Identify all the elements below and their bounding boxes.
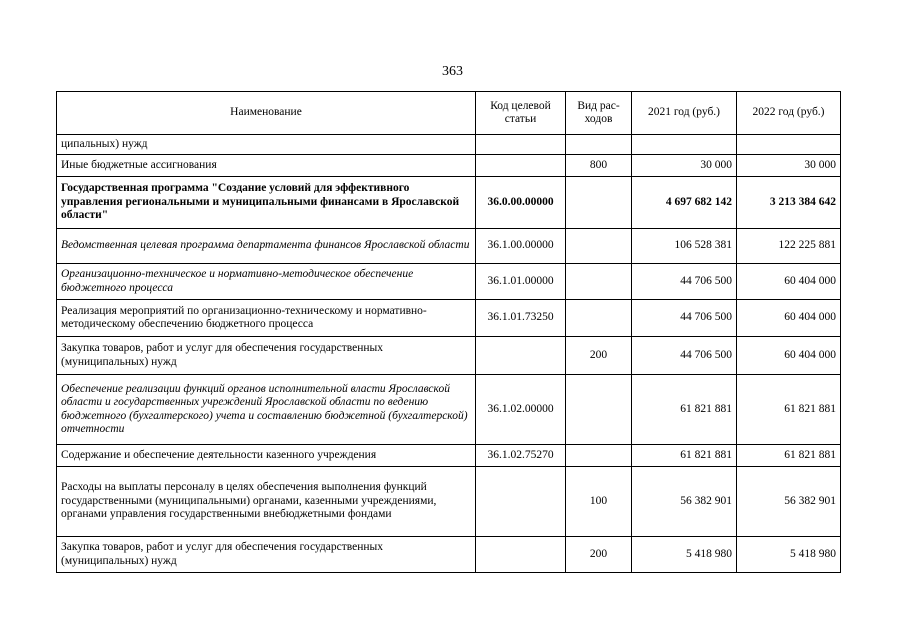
row-2021: 61 821 881: [632, 375, 737, 445]
row-type: [566, 300, 632, 337]
row-name: ципальных) нужд: [57, 135, 476, 155]
row-2022: [737, 135, 841, 155]
table-row: [57, 337, 841, 375]
row-name: Ведомственная целевая программа департамента финансов Ярославской области: [57, 229, 476, 264]
row-2022: 60 404 000: [737, 264, 841, 300]
row-2021: 30 000: [632, 155, 737, 177]
row-2022: 30 000: [737, 155, 841, 177]
row-type: [566, 375, 632, 445]
row-type: [566, 445, 632, 467]
row-name: Обеспечение реализации функций органов исполнительной власти Ярославской области и государственных учреждений Ярославской области по ведению бюджетного (бухгалтерского) учета и составлению бюджетной (бухгалтерской) отчетности: [57, 375, 476, 445]
row-name: Расходы на выплаты персоналу в целях обеспечения выполнения функций государственными (муниципальными) органами, казенными учреждениями, органами управления государственными внебюджетными фондами: [57, 467, 476, 537]
row-2021: 44 706 500: [632, 337, 737, 375]
row-code: [476, 135, 566, 155]
row-type: 100: [566, 467, 632, 537]
row-2021: [632, 135, 737, 155]
header-type: Вид рас-ходов: [566, 92, 632, 135]
row-2022: 61 821 881: [737, 375, 841, 445]
row-name: Закупка товаров, работ и услуг для обеспечения государственных (муниципальных) нужд: [57, 337, 476, 375]
row-code: [476, 467, 566, 537]
row-code: 36.1.01.73250: [476, 300, 566, 337]
row-2021: 61 821 881: [632, 445, 737, 467]
header-name: Наименование: [57, 92, 476, 135]
row-2021: 5 418 980: [632, 537, 737, 573]
row-type: 200: [566, 337, 632, 375]
row-name: Государственная программа "Создание условий для эффективного управления региональными и муниципальными финансами в Ярославской области": [57, 177, 476, 229]
table-row: [57, 445, 841, 467]
row-2022: 60 404 000: [737, 300, 841, 337]
table-row: [57, 264, 841, 300]
header-2021: 2021 год (руб.): [632, 92, 737, 135]
row-code: 36.1.00.00000: [476, 229, 566, 264]
row-name: Иные бюджетные ассигнования: [57, 155, 476, 177]
row-code: [476, 537, 566, 573]
table-row: [57, 375, 841, 445]
row-code: 36.1.02.00000: [476, 375, 566, 445]
row-2021: 106 528 381: [632, 229, 737, 264]
row-type: [566, 229, 632, 264]
row-name: Реализация мероприятий по организационно-техническому и нормативно-методическому обеспечению бюджетного процесса: [57, 300, 476, 337]
row-code: [476, 155, 566, 177]
table-row: [57, 229, 841, 264]
row-2022: 61 821 881: [737, 445, 841, 467]
row-2022: 5 418 980: [737, 537, 841, 573]
table-row: [57, 537, 841, 573]
row-2022: 56 382 901: [737, 467, 841, 537]
row-2022: 3 213 384 642: [737, 177, 841, 229]
row-2022: 122 225 881: [737, 229, 841, 264]
row-code: 36.0.00.00000: [476, 177, 566, 229]
table-row: [57, 300, 841, 337]
row-type: 800: [566, 155, 632, 177]
row-name: Организационно-техническое и нормативно-методическое обеспечение бюджетного процесса: [57, 264, 476, 300]
row-type: 200: [566, 537, 632, 573]
table-row: [57, 135, 841, 155]
header-2022: 2022 год (руб.): [737, 92, 841, 135]
row-2021: 4 697 682 142: [632, 177, 737, 229]
table-header-row: [57, 92, 841, 135]
row-code: 36.1.02.75270: [476, 445, 566, 467]
row-code: [476, 337, 566, 375]
table-row: [57, 155, 841, 177]
row-type: [566, 135, 632, 155]
page-number: 363: [442, 64, 463, 79]
row-2021: 44 706 500: [632, 300, 737, 337]
row-2022: 60 404 000: [737, 337, 841, 375]
table-row: [57, 467, 841, 537]
row-type: [566, 264, 632, 300]
table-row: [57, 177, 841, 229]
row-name: Закупка товаров, работ и услуг для обеспечения государственных (муниципальных) нужд: [57, 537, 476, 573]
row-2021: 44 706 500: [632, 264, 737, 300]
row-name: Содержание и обеспечение деятельности казенного учреждения: [57, 445, 476, 467]
header-code: Код целевой статьи: [476, 92, 566, 135]
row-code: 36.1.01.00000: [476, 264, 566, 300]
row-2021: 56 382 901: [632, 467, 737, 537]
budget-table: [56, 91, 841, 573]
row-type: [566, 177, 632, 229]
